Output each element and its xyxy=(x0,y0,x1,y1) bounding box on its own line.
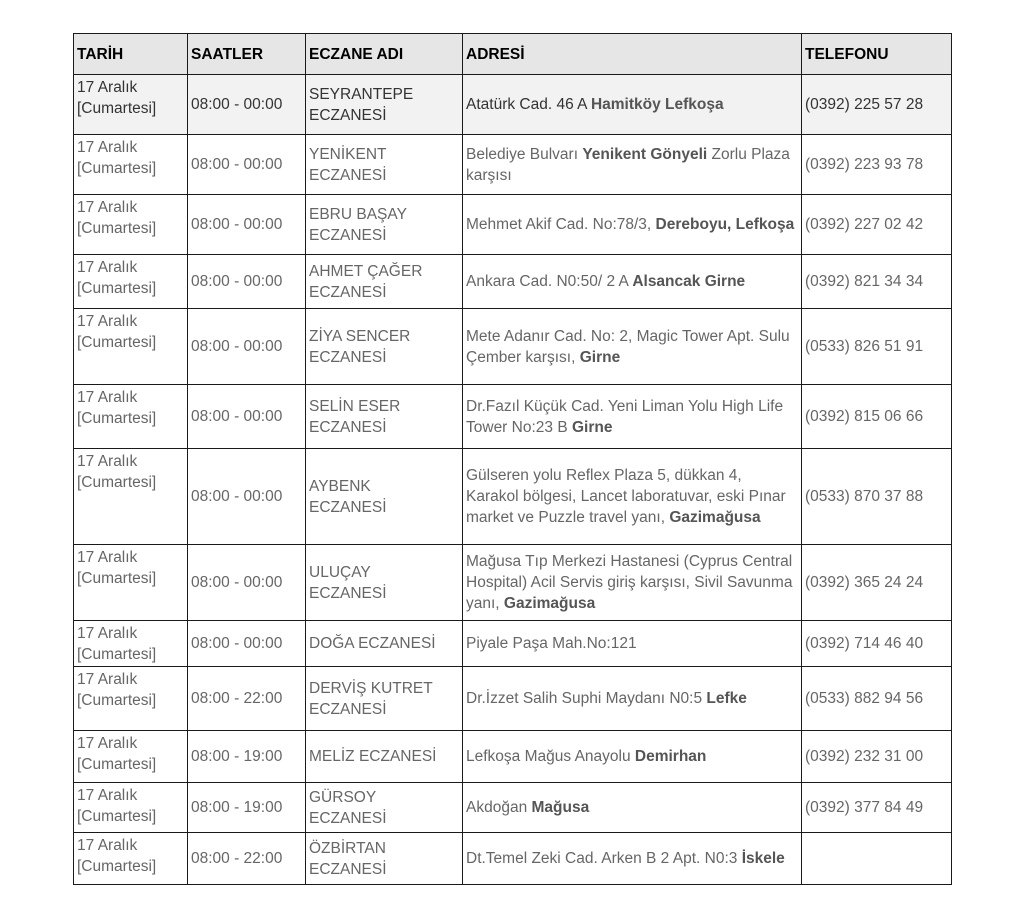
pharmacy-name-cell xyxy=(306,731,463,783)
day-text: [Cumartesi] xyxy=(77,220,157,237)
pharmacy-name-line: ECZANESİ xyxy=(309,106,387,124)
pharmacy-name-cell xyxy=(306,449,463,545)
address-text: Mağusa Tıp Merkezi Hastanesi (Cyprus Central Hospital) Acil Servis giriş karşısı, Sivil Savunma yanı, xyxy=(466,553,793,612)
address-cell xyxy=(463,449,802,545)
hours-cell: 08:00 - 19:00 xyxy=(188,731,306,783)
day-text: [Cumartesi] xyxy=(77,474,157,491)
phone-cell: (0392) 232 31 00 xyxy=(802,731,952,783)
pharmacy-name-line: EBRU BAŞAY xyxy=(309,205,407,223)
day-text: [Cumartesi] xyxy=(77,808,157,825)
address-cell xyxy=(463,621,802,667)
day-text: [Cumartesi] xyxy=(77,858,157,875)
phone-cell: (0392) 227 02 42 xyxy=(802,195,952,255)
date-cell xyxy=(74,309,188,385)
table-row xyxy=(74,621,952,667)
pharmacy-name-cell xyxy=(306,195,463,255)
pharmacy-name-line: YENİKENT xyxy=(309,145,387,163)
header-pharmacy-name: ECZANE ADI xyxy=(306,34,463,75)
address-cell xyxy=(463,195,802,255)
day-text: [Cumartesi] xyxy=(77,570,157,587)
pharmacy-name-line: ECZANESİ xyxy=(309,283,387,301)
hours-cell: 08:00 - 00:00 xyxy=(188,545,306,621)
address-text: Akdoğan xyxy=(466,799,532,816)
address-text: Gülseren yolu Reflex Plaza 5, dükkan 4, Karakol bölgesi, Lancet laboratuvar, eski Pınar market ve Puzzle travel yanı, xyxy=(466,467,786,526)
pharmacy-name-line: ECZANESİ xyxy=(309,584,387,602)
table-row xyxy=(74,385,952,449)
phone-cell: (0392) 365 24 24 xyxy=(802,545,952,621)
table-row xyxy=(74,783,952,833)
pharmacy-name-line: ECZANESİ xyxy=(309,166,387,184)
hours-cell: 08:00 - 00:00 xyxy=(188,75,306,135)
address-locality: Gazimağusa xyxy=(503,595,596,612)
pharmacy-name-line: MELİZ ECZANESİ xyxy=(309,748,437,765)
address-locality: Gazimağusa xyxy=(669,509,761,526)
date-cell xyxy=(74,833,188,885)
header-date: TARİH xyxy=(74,34,188,75)
pharmacy-name-line: ULUÇAY xyxy=(309,563,371,581)
address-text: Piyale Paşa Mah.No:121 xyxy=(466,635,637,652)
day-text: [Cumartesi] xyxy=(77,100,157,117)
date-cell xyxy=(74,667,188,731)
address-text: Ankara Cad. N0:50/ 2 A xyxy=(466,273,633,290)
day-text: [Cumartesi] xyxy=(77,646,157,663)
table-body xyxy=(74,75,952,885)
phone-cell: (0392) 821 34 34 xyxy=(802,255,952,309)
pharmacy-name-cell xyxy=(306,135,463,195)
phone-cell: (0533) 870 37 88 xyxy=(802,449,952,545)
day-text: [Cumartesi] xyxy=(77,160,157,177)
date-text: 17 Aralık xyxy=(77,625,138,642)
pharmacy-name-cell xyxy=(306,833,463,885)
hours-cell: 08:00 - 00:00 xyxy=(188,195,306,255)
date-text: 17 Aralık xyxy=(77,787,138,804)
address-cell xyxy=(463,75,802,135)
hours-cell: 08:00 - 00:00 xyxy=(188,621,306,667)
phone-cell: (0392) 223 93 78 xyxy=(802,135,952,195)
phone-cell: (0533) 826 51 91 xyxy=(802,309,952,385)
address-locality: Lefke xyxy=(706,690,747,707)
table-row xyxy=(74,135,952,195)
date-cell xyxy=(74,255,188,309)
table-row xyxy=(74,449,952,545)
hours-cell: 08:00 - 00:00 xyxy=(188,255,306,309)
day-text: [Cumartesi] xyxy=(77,410,157,427)
date-text: 17 Aralık xyxy=(77,837,138,854)
pharmacy-name-line: ECZANESİ xyxy=(309,418,387,436)
phone-cell: (0392) 714 46 40 xyxy=(802,621,952,667)
hours-cell: 08:00 - 22:00 xyxy=(188,833,306,885)
hours-cell: 08:00 - 00:00 xyxy=(188,135,306,195)
pharmacy-name-cell xyxy=(306,385,463,449)
phone-cell xyxy=(802,833,952,885)
pharmacy-name-line: ECZANESİ xyxy=(309,700,387,718)
pharmacy-name-line: ECZANESİ xyxy=(309,860,387,878)
address-cell xyxy=(463,385,802,449)
date-cell xyxy=(74,731,188,783)
pharmacy-name-line: DERVİŞ KUTRET xyxy=(309,679,433,697)
header-hours: SAATLER xyxy=(188,34,306,75)
phone-cell: (0392) 377 84 49 xyxy=(802,783,952,833)
address-cell xyxy=(463,833,802,885)
table-row xyxy=(74,545,952,621)
day-text: [Cumartesi] xyxy=(77,334,157,351)
date-text: 17 Aralık xyxy=(77,313,138,330)
hours-cell: 08:00 - 22:00 xyxy=(188,667,306,731)
pharmacy-name-cell xyxy=(306,75,463,135)
address-locality: Dereboyu, Lefkoşa xyxy=(655,216,795,233)
table-row xyxy=(74,255,952,309)
pharmacy-name-cell xyxy=(306,783,463,833)
pharmacy-name-line: AYBENK xyxy=(309,477,371,495)
pharmacy-name-line: AHMET ÇAĞER xyxy=(309,262,423,280)
pharmacy-name-line: ÖZBİRTAN xyxy=(309,839,386,857)
address-text: Belediye Bulvarı xyxy=(466,145,583,163)
date-text: 17 Aralık xyxy=(77,199,138,216)
pharmacy-name-line: ECZANESİ xyxy=(309,226,387,244)
table-row xyxy=(74,309,952,385)
pharmacy-name-line: ECZANESİ xyxy=(309,498,387,516)
pharmacy-name-line: SEYRANTEPE xyxy=(309,85,414,103)
address-locality: Yenikent Gönyeli xyxy=(582,145,708,163)
table-row xyxy=(74,833,952,885)
address-cell xyxy=(463,255,802,309)
day-text: [Cumartesi] xyxy=(77,692,157,709)
table-row xyxy=(74,667,952,731)
date-cell xyxy=(74,545,188,621)
address-text: Dr.İzzet Salih Suphi Maydanı N0:5 xyxy=(466,690,707,707)
pharmacy-name-line: SELİN ESER xyxy=(309,397,401,415)
address-text: Dr.Fazıl Küçük Cad. Yeni Liman Yolu High Life Tower No:23 B xyxy=(466,397,784,436)
pharmacy-name-line: ZİYA SENCER xyxy=(309,327,411,345)
date-text: 17 Aralık xyxy=(77,453,138,470)
pharmacy-name-cell xyxy=(306,545,463,621)
address-locality: Mağusa xyxy=(531,799,590,816)
address-locality: Girne xyxy=(571,418,613,436)
address-locality: Girne xyxy=(579,348,621,366)
date-cell xyxy=(74,195,188,255)
address-locality: Demirhan xyxy=(634,748,707,765)
pharmacy-name-cell xyxy=(306,255,463,309)
hours-cell: 08:00 - 00:00 xyxy=(188,309,306,385)
pharmacy-name-cell xyxy=(306,309,463,385)
address-cell xyxy=(463,309,802,385)
table-row xyxy=(74,195,952,255)
date-cell xyxy=(74,75,188,135)
address-cell xyxy=(463,731,802,783)
hours-cell: 08:00 - 19:00 xyxy=(188,783,306,833)
address-locality: İskele xyxy=(741,850,785,867)
phone-cell: (0392) 225 57 28 xyxy=(802,75,952,135)
date-cell xyxy=(74,783,188,833)
address-cell xyxy=(463,783,802,833)
address-locality: Hamitköy Lefkoşa xyxy=(590,96,724,113)
address-text: Atatürk Cad. 46 A xyxy=(466,96,591,113)
date-text: 17 Aralık xyxy=(77,671,138,688)
date-cell xyxy=(74,135,188,195)
header-row xyxy=(74,34,952,75)
pharmacy-name-cell xyxy=(306,621,463,667)
day-text: [Cumartesi] xyxy=(77,756,157,773)
pharmacy-name-line: GÜRSOY xyxy=(309,788,377,806)
date-cell xyxy=(74,385,188,449)
date-text: 17 Aralık xyxy=(77,139,138,156)
date-cell xyxy=(74,449,188,545)
date-text: 17 Aralık xyxy=(77,79,138,96)
pharmacy-name-line: DOĞA ECZANESİ xyxy=(309,635,436,652)
address-cell xyxy=(463,545,802,621)
phone-cell: (0533) 882 94 56 xyxy=(802,667,952,731)
date-cell xyxy=(74,621,188,667)
address-cell xyxy=(463,667,802,731)
date-text: 17 Aralık xyxy=(77,735,138,752)
header-phone: TELEFONU xyxy=(802,34,952,75)
pharmacy-duty-table xyxy=(73,33,952,885)
day-text: [Cumartesi] xyxy=(77,280,157,297)
address-text: Lefkoşa Mağus Anayolu xyxy=(466,748,635,765)
pharmacy-name-line: ECZANESİ xyxy=(309,809,387,827)
pharmacy-name-line: ECZANESİ xyxy=(309,348,387,366)
address-text: Mete Adanır Cad. No: 2, Magic Tower Apt. Sulu Çember karşısı, xyxy=(466,327,790,366)
date-text: 17 Aralık xyxy=(77,389,138,406)
address-cell xyxy=(463,135,802,195)
date-text: 17 Aralık xyxy=(77,549,138,566)
table-row xyxy=(74,75,952,135)
header-address: ADRESİ xyxy=(463,34,802,75)
hours-cell: 08:00 - 00:00 xyxy=(188,449,306,545)
address-text: Dt.Temel Zeki Cad. Arken B 2 Apt. N0:3 xyxy=(466,850,742,867)
phone-cell: (0392) 815 06 66 xyxy=(802,385,952,449)
address-locality: Alsancak Girne xyxy=(632,273,746,290)
table-row xyxy=(74,731,952,783)
date-text: 17 Aralık xyxy=(77,259,138,276)
hours-cell: 08:00 - 00:00 xyxy=(188,385,306,449)
address-text: Mehmet Akif Cad. No:78/3, xyxy=(466,216,656,233)
pharmacy-name-cell xyxy=(306,667,463,731)
address-text: Zorlu Plaza karşısı xyxy=(466,145,790,184)
